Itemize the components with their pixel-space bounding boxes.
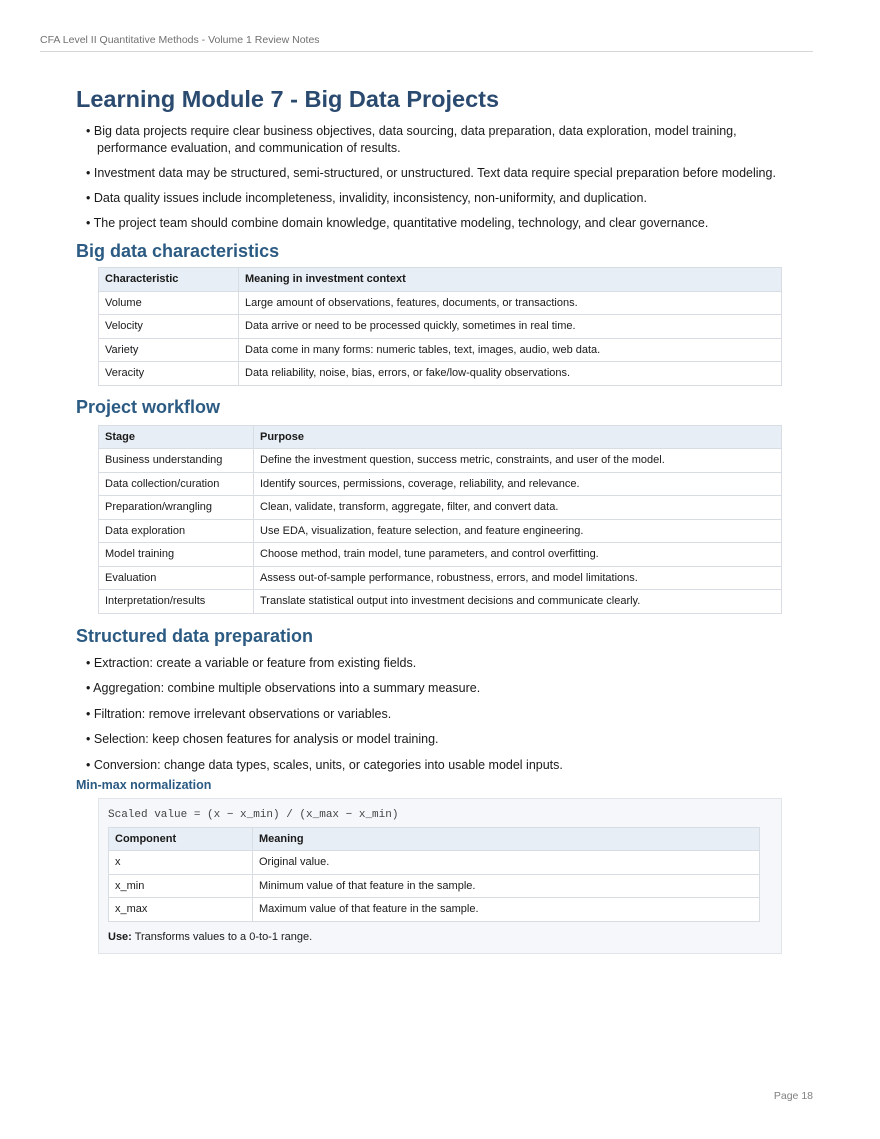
workflow-table xyxy=(98,425,782,614)
table-cell: Original value. xyxy=(253,851,760,875)
table-cell: Large amount of observations, features, documents, or transactions. xyxy=(239,291,782,315)
table-row xyxy=(99,566,782,590)
table-row xyxy=(99,472,782,496)
table-cell: Translate statistical output into investment decisions and communicate clearly. xyxy=(254,590,782,614)
table-row xyxy=(99,449,782,473)
formula-box xyxy=(98,798,782,954)
characteristics-table xyxy=(98,267,782,386)
table-cell: Velocity xyxy=(99,315,239,339)
table-row xyxy=(99,543,782,567)
list-item: • Aggregation: combine multiple observations into a summary measure. xyxy=(79,680,782,697)
table-cell: Identify sources, permissions, coverage, reliability, and relevance. xyxy=(254,472,782,496)
usage-text: Transforms values to a 0-to-1 range. xyxy=(134,930,313,943)
column-header: Meaning in investment context xyxy=(239,268,782,292)
table-row xyxy=(99,338,782,362)
section-heading-structured: Structured data preparation xyxy=(76,625,314,646)
table-cell: Define the investment question, success metric, constraints, and user of the model. xyxy=(254,449,782,473)
column-header: Component xyxy=(109,827,253,851)
list-item: • Big data projects require clear business objectives, data sourcing, data preparation, data exploration, model training, performance evaluation, and communication of results. xyxy=(79,123,782,157)
table-header-row xyxy=(109,827,760,851)
table-cell: Assess out-of-sample performance, robustness, errors, and model limitations. xyxy=(254,566,782,590)
table-row xyxy=(99,291,782,315)
header-divider xyxy=(40,51,813,52)
table-cell: Maximum value of that feature in the sample. xyxy=(253,898,760,922)
module-summary-list xyxy=(76,123,782,232)
column-header: Purpose xyxy=(254,425,782,449)
table-cell: Volume xyxy=(99,291,239,315)
table-cell: Data arrive or need to be processed quickly, sometimes in real time. xyxy=(239,315,782,339)
table-cell: Data collection/curation xyxy=(99,472,254,496)
table-row xyxy=(99,315,782,339)
table-cell: Interpretation/results xyxy=(99,590,254,614)
table-cell: Evaluation xyxy=(99,566,254,590)
list-item: • Investment data may be structured, semi-structured, or unstructured. Text data require special preparation before modeling. xyxy=(79,165,782,182)
subsection-heading-minmax: Min-max normalization xyxy=(76,777,212,792)
formula-components-table xyxy=(108,827,760,922)
table-cell: Model training xyxy=(99,543,254,567)
table-cell: Clean, validate, transform, aggregate, filter, and convert data. xyxy=(254,496,782,520)
table-row xyxy=(109,851,760,875)
table-header-row xyxy=(99,425,782,449)
table-cell: Minimum value of that feature in the sample. xyxy=(253,874,760,898)
table-cell: Variety xyxy=(99,338,239,362)
usage-note xyxy=(108,931,772,943)
list-item: • Filtration: remove irrelevant observations or variables. xyxy=(79,706,782,723)
table-header-row xyxy=(99,268,782,292)
table-row xyxy=(99,362,782,386)
column-header: Characteristic xyxy=(99,268,239,292)
usage-label: Use: xyxy=(108,930,132,943)
table-cell: x xyxy=(109,851,253,875)
table-cell: Use EDA, visualization, feature selection, and feature engineering. xyxy=(254,519,782,543)
structured-prep-list xyxy=(76,655,782,774)
table-row xyxy=(99,519,782,543)
section-heading-workflow: Project workflow xyxy=(76,396,221,417)
column-header: Meaning xyxy=(253,827,760,851)
page-number: Page 18 xyxy=(773,1090,813,1102)
table-row xyxy=(109,874,760,898)
list-item: • The project team should combine domain knowledge, quantitative modeling, technology, and clear governance. xyxy=(79,215,782,232)
table-row xyxy=(99,590,782,614)
list-item: • Conversion: change data types, scales, units, or categories into usable model inputs. xyxy=(79,757,782,774)
table-cell: x_max xyxy=(109,898,253,922)
table-cell: Business understanding xyxy=(99,449,254,473)
running-header: CFA Level II Quantitative Methods - Volume 1 Review Notes xyxy=(40,34,320,46)
table-cell: Data exploration xyxy=(99,519,254,543)
page-content xyxy=(76,84,782,954)
list-item: • Extraction: create a variable or feature from existing fields. xyxy=(79,655,782,672)
module-title: Learning Module 7 - Big Data Projects xyxy=(76,86,500,112)
list-item: • Selection: keep chosen features for analysis or model training. xyxy=(79,731,782,748)
column-header: Stage xyxy=(99,425,254,449)
table-cell: Data reliability, noise, bias, errors, or fake/low-quality observations. xyxy=(239,362,782,386)
table-cell: Preparation/wrangling xyxy=(99,496,254,520)
table-cell: x_min xyxy=(109,874,253,898)
table-cell: Choose method, train model, tune parameters, and control overfitting. xyxy=(254,543,782,567)
list-item: • Data quality issues include incompleteness, invalidity, inconsistency, non-uniformity, and duplication. xyxy=(79,190,782,207)
table-row xyxy=(99,496,782,520)
section-heading-characteristics: Big data characteristics xyxy=(76,241,280,261)
table-cell: Data come in many forms: numeric tables, text, images, audio, web data. xyxy=(239,338,782,362)
table-cell: Veracity xyxy=(99,362,239,386)
formula-text: Scaled value = (x − x_min) / (x_max − x_min) xyxy=(108,808,399,821)
table-row xyxy=(109,898,760,922)
